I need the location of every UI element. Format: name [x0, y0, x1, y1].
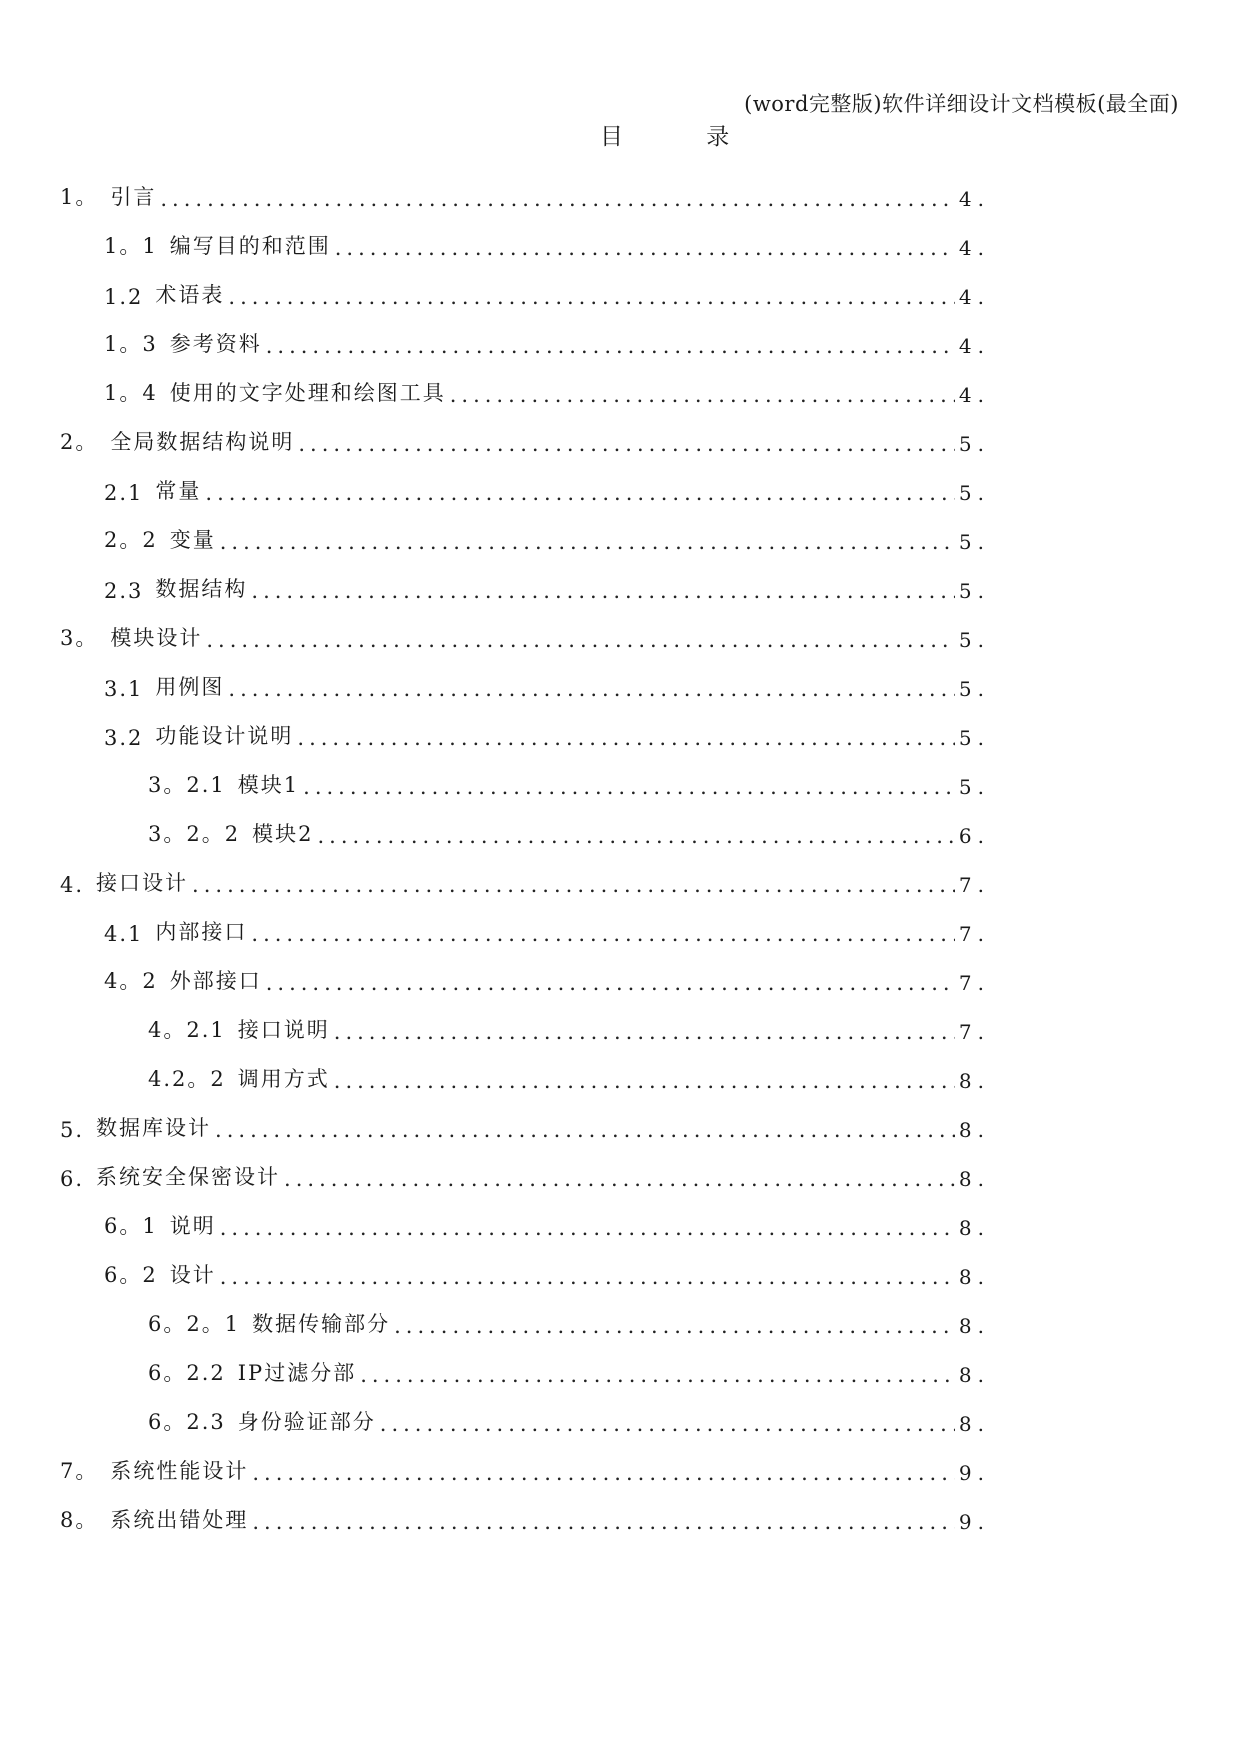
toc-entry-page-number: 4. [958, 285, 990, 309]
toc-entry[interactable] [60, 848, 990, 897]
toc-dot-leader [160, 187, 955, 211]
toc-entry[interactable] [60, 358, 990, 407]
toc-dot-leader [394, 1314, 955, 1338]
toc-dot-leader [334, 1069, 955, 1093]
toc-entry-number: 6。2.2 [148, 1361, 226, 1385]
toc-entry-page-number: 5. [958, 579, 990, 603]
toc-entry-label: 术语表 [155, 283, 225, 307]
toc-entry[interactable] [60, 1093, 990, 1142]
toc-entry-page-number: 8. [958, 1363, 990, 1387]
table-of-contents [60, 162, 990, 1534]
toc-entry-number: 6。2.3 [148, 1410, 226, 1434]
toc-dot-leader [251, 579, 955, 603]
toc-entry-page-number: 4. [958, 334, 990, 358]
toc-entry-label: 使用的文字处理和绘图工具 [169, 381, 446, 405]
toc-dot-leader [297, 726, 955, 750]
toc-entry-label: 外部接口 [169, 969, 262, 993]
toc-entry-number: 5. [60, 1118, 85, 1142]
toc-dot-leader [220, 530, 955, 554]
toc-entry[interactable] [60, 799, 990, 848]
toc-entry-number: 6. [60, 1167, 85, 1191]
toc-entry-page-number: 9. [958, 1461, 990, 1485]
toc-entry-number: 4。2.1 [148, 1018, 226, 1042]
toc-entry-number: 3.1 [104, 677, 144, 701]
toc-dot-leader [335, 236, 955, 260]
toc-entry-number: 1。1 [104, 234, 158, 258]
toc-entry-label: IP过滤分部 [237, 1361, 357, 1385]
toc-entry-label: 数据库设计 [96, 1116, 212, 1140]
toc-entry-number: 3。 [60, 626, 99, 650]
toc-dot-leader [251, 922, 955, 946]
toc-entry-label: 模块2 [252, 822, 314, 846]
toc-entry[interactable] [60, 456, 990, 505]
toc-entry-label: 内部接口 [155, 920, 248, 944]
toc-entry[interactable] [60, 505, 990, 554]
toc-entry-page-number: 5. [958, 432, 990, 456]
toc-entry[interactable] [60, 1142, 990, 1191]
toc-dot-leader [228, 677, 955, 701]
toc-entry-number: 4。2 [104, 969, 158, 993]
toc-entry-label: 变量 [169, 528, 216, 552]
toc-entry-label: 参考资料 [169, 332, 262, 356]
toc-entry[interactable] [60, 1289, 990, 1338]
toc-entry-number: 7。 [60, 1459, 99, 1483]
toc-entry-label: 系统性能设计 [110, 1459, 249, 1483]
toc-dot-leader [205, 481, 955, 505]
toc-entry-page-number: 8. [958, 1216, 990, 1240]
toc-entry[interactable] [60, 1044, 990, 1093]
toc-entry-label: 接口设计 [96, 871, 189, 895]
toc-entry-page-number: 7. [958, 922, 990, 946]
toc-entry-label: 身份验证部分 [237, 1410, 376, 1434]
toc-dot-leader [252, 1461, 955, 1485]
toc-dot-leader [380, 1412, 955, 1436]
toc-dot-leader [266, 334, 955, 358]
toc-entry-number: 1.2 [104, 285, 144, 309]
toc-entry[interactable] [60, 554, 990, 603]
toc-dot-leader [450, 383, 955, 407]
toc-entry-page-number: 9. [958, 1510, 990, 1534]
toc-entry[interactable] [60, 652, 990, 701]
toc-entry[interactable] [60, 995, 990, 1044]
toc-entry-page-number: 8. [958, 1412, 990, 1436]
toc-entry-label: 编写目的和范围 [169, 234, 331, 258]
toc-dot-leader [220, 1265, 955, 1289]
toc-entry[interactable] [60, 701, 990, 750]
toc-dot-leader [303, 775, 955, 799]
toc-entry-number: 6。2 [104, 1263, 158, 1287]
toc-entry[interactable] [60, 750, 990, 799]
toc-entry-label: 模块1 [237, 773, 300, 797]
toc-entry-page-number: 8. [958, 1167, 990, 1191]
toc-dot-leader [220, 1216, 955, 1240]
toc-entry-label: 接口说明 [237, 1018, 330, 1042]
toc-entry-number: 1。4 [104, 381, 158, 405]
toc-entry-number: 1。3 [104, 332, 158, 356]
toc-entry[interactable] [60, 897, 990, 946]
document-title-header: (word完整版)软件详细设计文档模板(最全面) [744, 92, 1179, 116]
toc-dot-leader [360, 1363, 955, 1387]
toc-entry[interactable] [60, 946, 990, 995]
toc-entry-page-number: 8. [958, 1314, 990, 1338]
toc-entry-page-number: 7. [958, 1020, 990, 1044]
toc-dot-leader [252, 1510, 955, 1534]
toc-entry-page-number: 8. [958, 1265, 990, 1289]
toc-entry-number: 4.1 [104, 922, 144, 946]
toc-entry-number: 6。1 [104, 1214, 158, 1238]
toc-dot-leader [192, 873, 955, 897]
toc-entry-number: 8。 [60, 1508, 99, 1532]
toc-entry-label: 模块设计 [110, 626, 203, 650]
toc-entry-label: 数据结构 [155, 577, 248, 601]
toc-entry-page-number: 4. [958, 383, 990, 407]
toc-entry-label: 系统安全保密设计 [96, 1165, 281, 1189]
toc-entry[interactable] [60, 1240, 990, 1289]
toc-title: 目 录 [600, 124, 768, 150]
toc-entry-number: 2.3 [104, 579, 144, 603]
toc-dot-leader [266, 971, 955, 995]
toc-entry[interactable] [60, 1338, 990, 1387]
toc-entry-label: 功能设计说明 [155, 724, 294, 748]
toc-entry-page-number: 4. [958, 236, 990, 260]
toc-entry-number: 2.1 [104, 481, 144, 505]
toc-entry-page-number: 8. [958, 1069, 990, 1093]
toc-entry[interactable] [60, 1387, 990, 1436]
toc-dot-leader [317, 824, 954, 848]
toc-entry-page-number: 5. [958, 726, 990, 750]
toc-entry-number: 1。 [60, 185, 99, 209]
toc-entry-page-number: 4. [958, 187, 990, 211]
toc-entry-page-number: 5. [958, 677, 990, 701]
toc-entry[interactable] [60, 407, 990, 456]
toc-entry-label: 全局数据结构说明 [110, 430, 295, 454]
toc-entry-page-number: 5. [958, 775, 990, 799]
toc-entry[interactable] [60, 211, 990, 260]
toc-dot-leader [228, 285, 955, 309]
toc-entry-label: 调用方式 [237, 1067, 330, 1091]
toc-entry-label: 数据传输部分 [252, 1312, 391, 1336]
toc-entry-page-number: 8. [958, 1118, 990, 1142]
toc-entry-label: 系统出错处理 [110, 1508, 249, 1532]
toc-entry-page-number: 5. [958, 628, 990, 652]
toc-entry[interactable] [60, 162, 990, 211]
toc-dot-leader [284, 1167, 955, 1191]
toc-entry-number: 4. [60, 873, 85, 897]
toc-entry-number: 2。2 [104, 528, 158, 552]
toc-entry-number: 4.2。2 [148, 1067, 226, 1091]
toc-entry[interactable] [60, 603, 990, 652]
toc-entry-number: 3。2.1 [148, 773, 226, 797]
toc-dot-leader [206, 628, 955, 652]
toc-entry[interactable] [60, 260, 990, 309]
toc-entry-page-number: 7. [958, 873, 990, 897]
toc-entry[interactable] [60, 1485, 990, 1534]
toc-entry-number: 2。 [60, 430, 99, 454]
toc-dot-leader [334, 1020, 955, 1044]
toc-entry[interactable] [60, 309, 990, 358]
toc-entry-number: 3.2 [104, 726, 144, 750]
toc-entry[interactable] [60, 1436, 990, 1485]
toc-dot-leader [215, 1118, 955, 1142]
toc-entry-number: 6。2。1 [148, 1312, 241, 1336]
toc-entry-page-number: 6. [958, 824, 990, 848]
toc-entry-page-number: 7. [958, 971, 990, 995]
toc-entry-label: 常量 [155, 479, 202, 503]
toc-entry-label: 设计 [169, 1263, 216, 1287]
toc-entry-page-number: 5. [958, 481, 990, 505]
toc-entry-label: 用例图 [155, 675, 225, 699]
toc-entry-label: 说明 [169, 1214, 216, 1238]
toc-entry-number: 3。2。2 [148, 822, 241, 846]
toc-entry[interactable] [60, 1191, 990, 1240]
toc-dot-leader [298, 432, 955, 456]
toc-entry-label: 引言 [110, 185, 157, 209]
toc-entry-page-number: 5. [958, 530, 990, 554]
